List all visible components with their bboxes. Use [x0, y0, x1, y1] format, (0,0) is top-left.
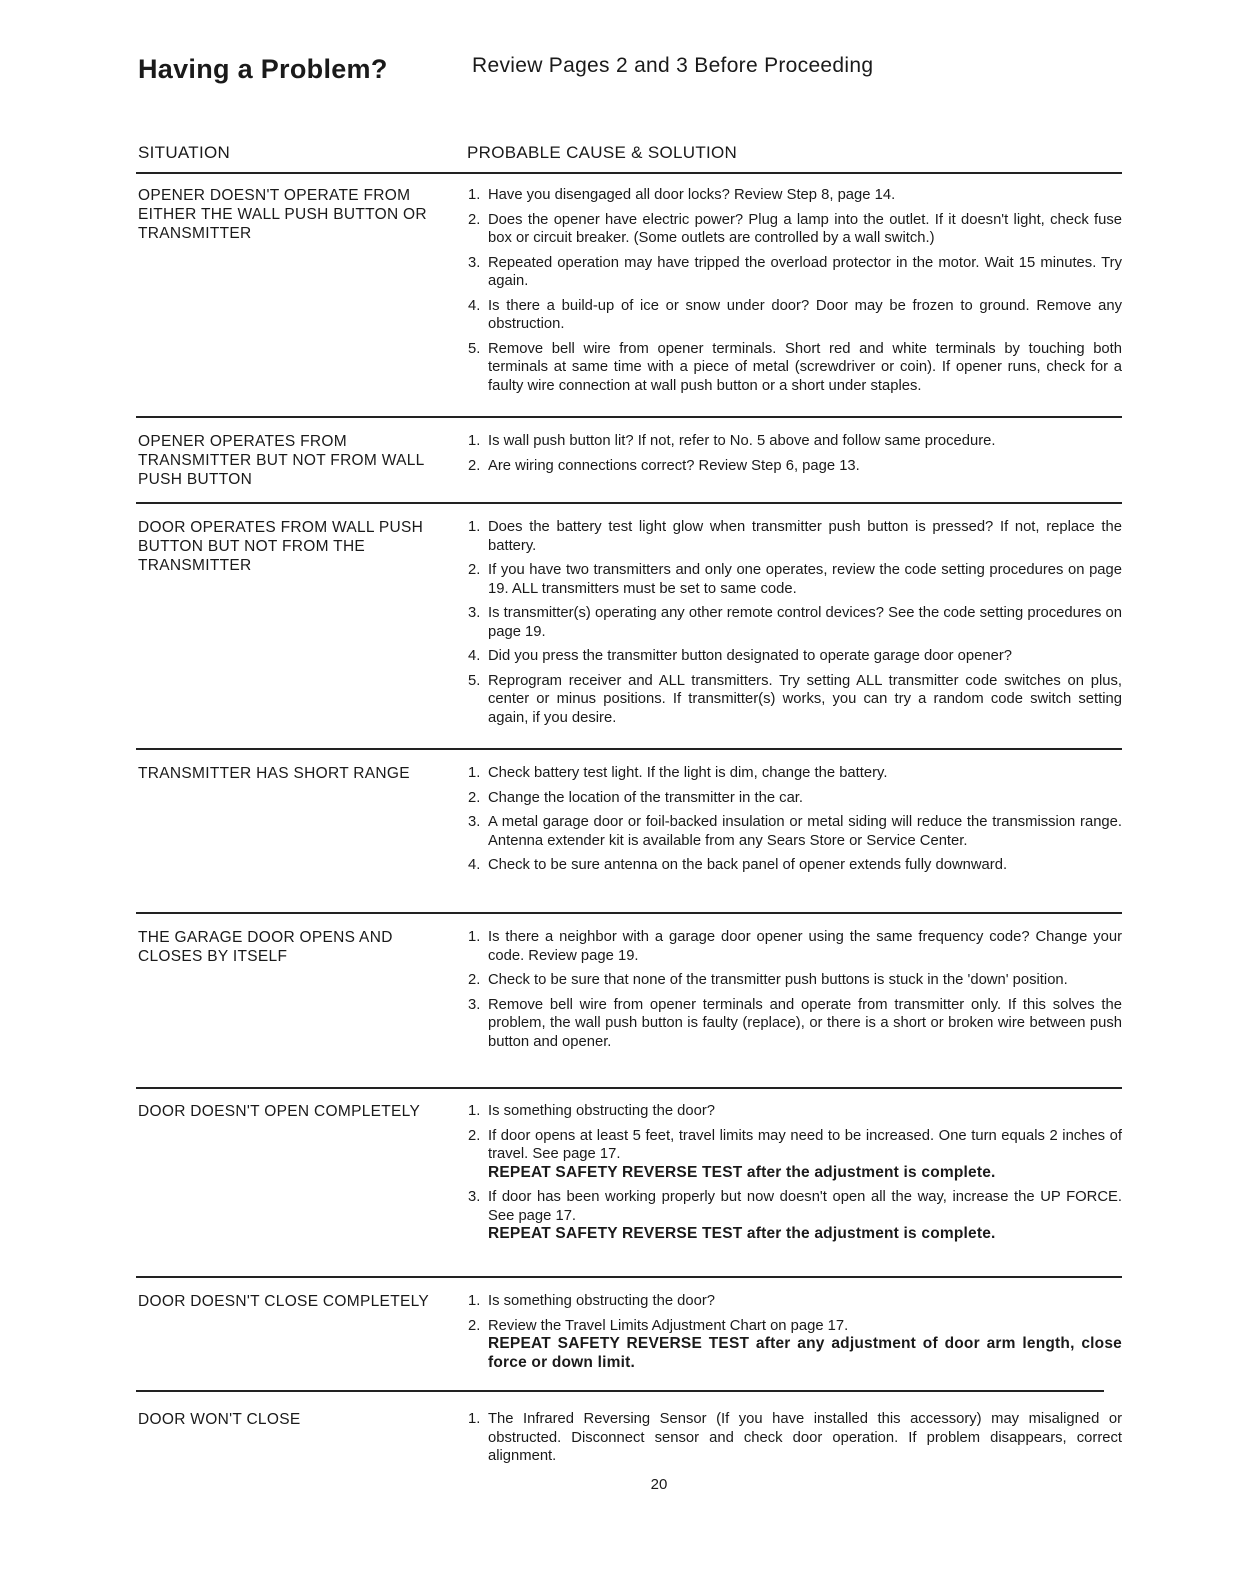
solution-item: 4. Did you press the transmitter button designated to operate garage door opener?: [468, 648, 1012, 664]
divider: [136, 172, 1122, 174]
solution-list: [464, 1102, 1122, 1250]
divider: [136, 416, 1122, 418]
page-number: 20: [650, 1476, 668, 1493]
page-header: [138, 54, 1254, 94]
situation-label: DOOR WON'T CLOSE: [138, 1411, 301, 1428]
divider: [136, 912, 1122, 914]
solution-item: 2. If door opens at least 5 feet, travel limits may need to be increased. One turn equals 2 inches of travel. See page 17. REPEAT SAFETY REVERSE TEST after the adjustment is complete.: [468, 1127, 1122, 1181]
solution-item: 2. Check to be sure that none of the transmitter push buttons is stuck in the 'down' position.: [468, 972, 1068, 988]
solution-list: [464, 928, 1122, 1057]
solution-item: 3. If door has been working properly but now doesn't open all the way, increase the UP FORCE. See page 17. REPEAT SAFETY REVERSE TEST after the adjustment is complete.: [468, 1189, 1122, 1242]
divider: [136, 1390, 1104, 1392]
solution-item: 5. Remove bell wire from opener terminals. Short red and white terminals by touching both terminals at same time with a piece of metal (screwdriver or coin). If opener runs, check for a faulty wire connection at wall push button or a short under staples.: [468, 340, 1122, 394]
solution-item: 4. Check to be sure antenna on the back panel of opener extends fully downward.: [468, 857, 1008, 873]
solution-item: 2. If you have two transmitters and only one operates, review the code setting procedures on page 19. ALL transmitters must be set to same code.: [468, 562, 1122, 597]
solution-list: [464, 764, 1122, 881]
solution-item: 1. Is something obstructing the door?: [468, 1103, 716, 1119]
solution-item: 1. Have you disengaged all door locks? Review Step 8, page 14.: [468, 187, 896, 203]
solution-item: 2. Review the Travel Limits Adjustment Chart on page 17. REPEAT SAFETY REVERSE TEST after any adjustment of door arm length, close force or down limit.: [468, 1317, 1122, 1371]
situation-label: THE GARAGE DOOR OPENS AND CLOSES BY ITSELF: [138, 929, 393, 965]
solution-item: 1. Is something obstructing the door?: [468, 1293, 716, 1309]
solution-item: 1. Check battery test light. If the light is dim, change the battery.: [468, 765, 888, 781]
solution-item: 1. Is there a neighbor with a garage door opener using the same frequency code? Change your code. Review page 19.: [468, 929, 1122, 964]
solution-item: 2. Change the location of the transmitter in the car.: [468, 789, 804, 806]
page-subtitle: Review Pages 2 and 3 Before Proceeding: [472, 54, 874, 77]
safety-warning: REPEAT SAFETY REVERSE TEST after the adjustment is complete.: [488, 1225, 996, 1242]
solution-item: 3. Remove bell wire from opener terminals and operate from transmitter only. If this solves the problem, the wall push button is faulty (replace), or there is a short or broken wire between push button and opener.: [468, 996, 1122, 1050]
solution-item: 2. Does the opener have electric power? Plug a lamp into the outlet. If it doesn't light, check fuse box or circuit breaker. (Some outlets are controlled by a wall switch.): [468, 211, 1122, 246]
solution-list: [464, 518, 1122, 733]
divider: [136, 502, 1122, 504]
situation-label: DOOR DOESN'T CLOSE COMPLETELY: [138, 1293, 430, 1310]
solution-item: 2. Are wiring connections correct? Review Step 6, page 13.: [468, 457, 860, 474]
solution-list: [464, 186, 1122, 401]
solution-item: 4. Is there a build-up of ice or snow under door? Door may be frozen to ground. Remove any obstruction.: [468, 297, 1122, 332]
situation-column-header: SITUATION: [138, 143, 231, 162]
situation-label: DOOR OPERATES FROM WALL PUSH BUTTON BUT NOT FROM THE TRANSMITTER: [138, 519, 424, 574]
divider: [136, 1087, 1122, 1089]
solution-list: [464, 1410, 1122, 1472]
solution-item: 3. A metal garage door or foil-backed insulation or metal siding will reduce the transmission range. Antenna extender kit is available from any Sears Store or Service Center.: [468, 814, 1122, 849]
solution-item: 3. Repeated operation may have tripped the overload protector in the motor. Wait 15 minutes. Try again.: [468, 254, 1122, 289]
safety-warning: REPEAT SAFETY REVERSE TEST after any adjustment of door arm length, close force or down limit.: [488, 1335, 1122, 1371]
solution-list: [464, 432, 1122, 481]
solution-item: 3. Is transmitter(s) operating any other remote control devices? See the code setting procedures on page 19.: [468, 605, 1122, 640]
situation-label: DOOR DOESN'T OPEN COMPLETELY: [138, 1103, 421, 1120]
situation-label: OPENER DOESN'T OPERATE FROM EITHER THE WALL PUSH BUTTON OR TRANSMITTER: [138, 187, 427, 242]
safety-warning: REPEAT SAFETY REVERSE TEST after the adjustment is complete.: [488, 1163, 996, 1181]
solution-item: 1. The Infrared Reversing Sensor (If you have installed this accessory) may misaligned or obstructed. Disconnect sensor and check door operation. If problem disappears, correct alignment.: [468, 1411, 1122, 1464]
situation-label: OPENER OPERATES FROM TRANSMITTER BUT NOT FROM WALL PUSH BUTTON: [138, 433, 424, 488]
situation-label: TRANSMITTER HAS SHORT RANGE: [138, 765, 410, 782]
solution-item: 1. Does the battery test light glow when transmitter push button is pressed? If not, replace the battery.: [468, 519, 1122, 554]
divider: [136, 748, 1122, 750]
solution-list: [464, 1292, 1122, 1378]
solution-item: 5. Reprogram receiver and ALL transmitters. Try setting ALL transmitter code switches on plus, center or minus positions. If transmitter(s) works, you can try a random code switch setting again, if you desire.: [468, 672, 1122, 726]
solution-column-header: PROBABLE CAUSE & SOLUTION: [467, 143, 738, 162]
divider: [136, 1276, 1122, 1278]
page-title: Having a Problem?: [138, 54, 388, 84]
solution-item: 1. Is wall push button lit? If not, refer to No. 5 above and follow same procedure.: [468, 433, 996, 449]
